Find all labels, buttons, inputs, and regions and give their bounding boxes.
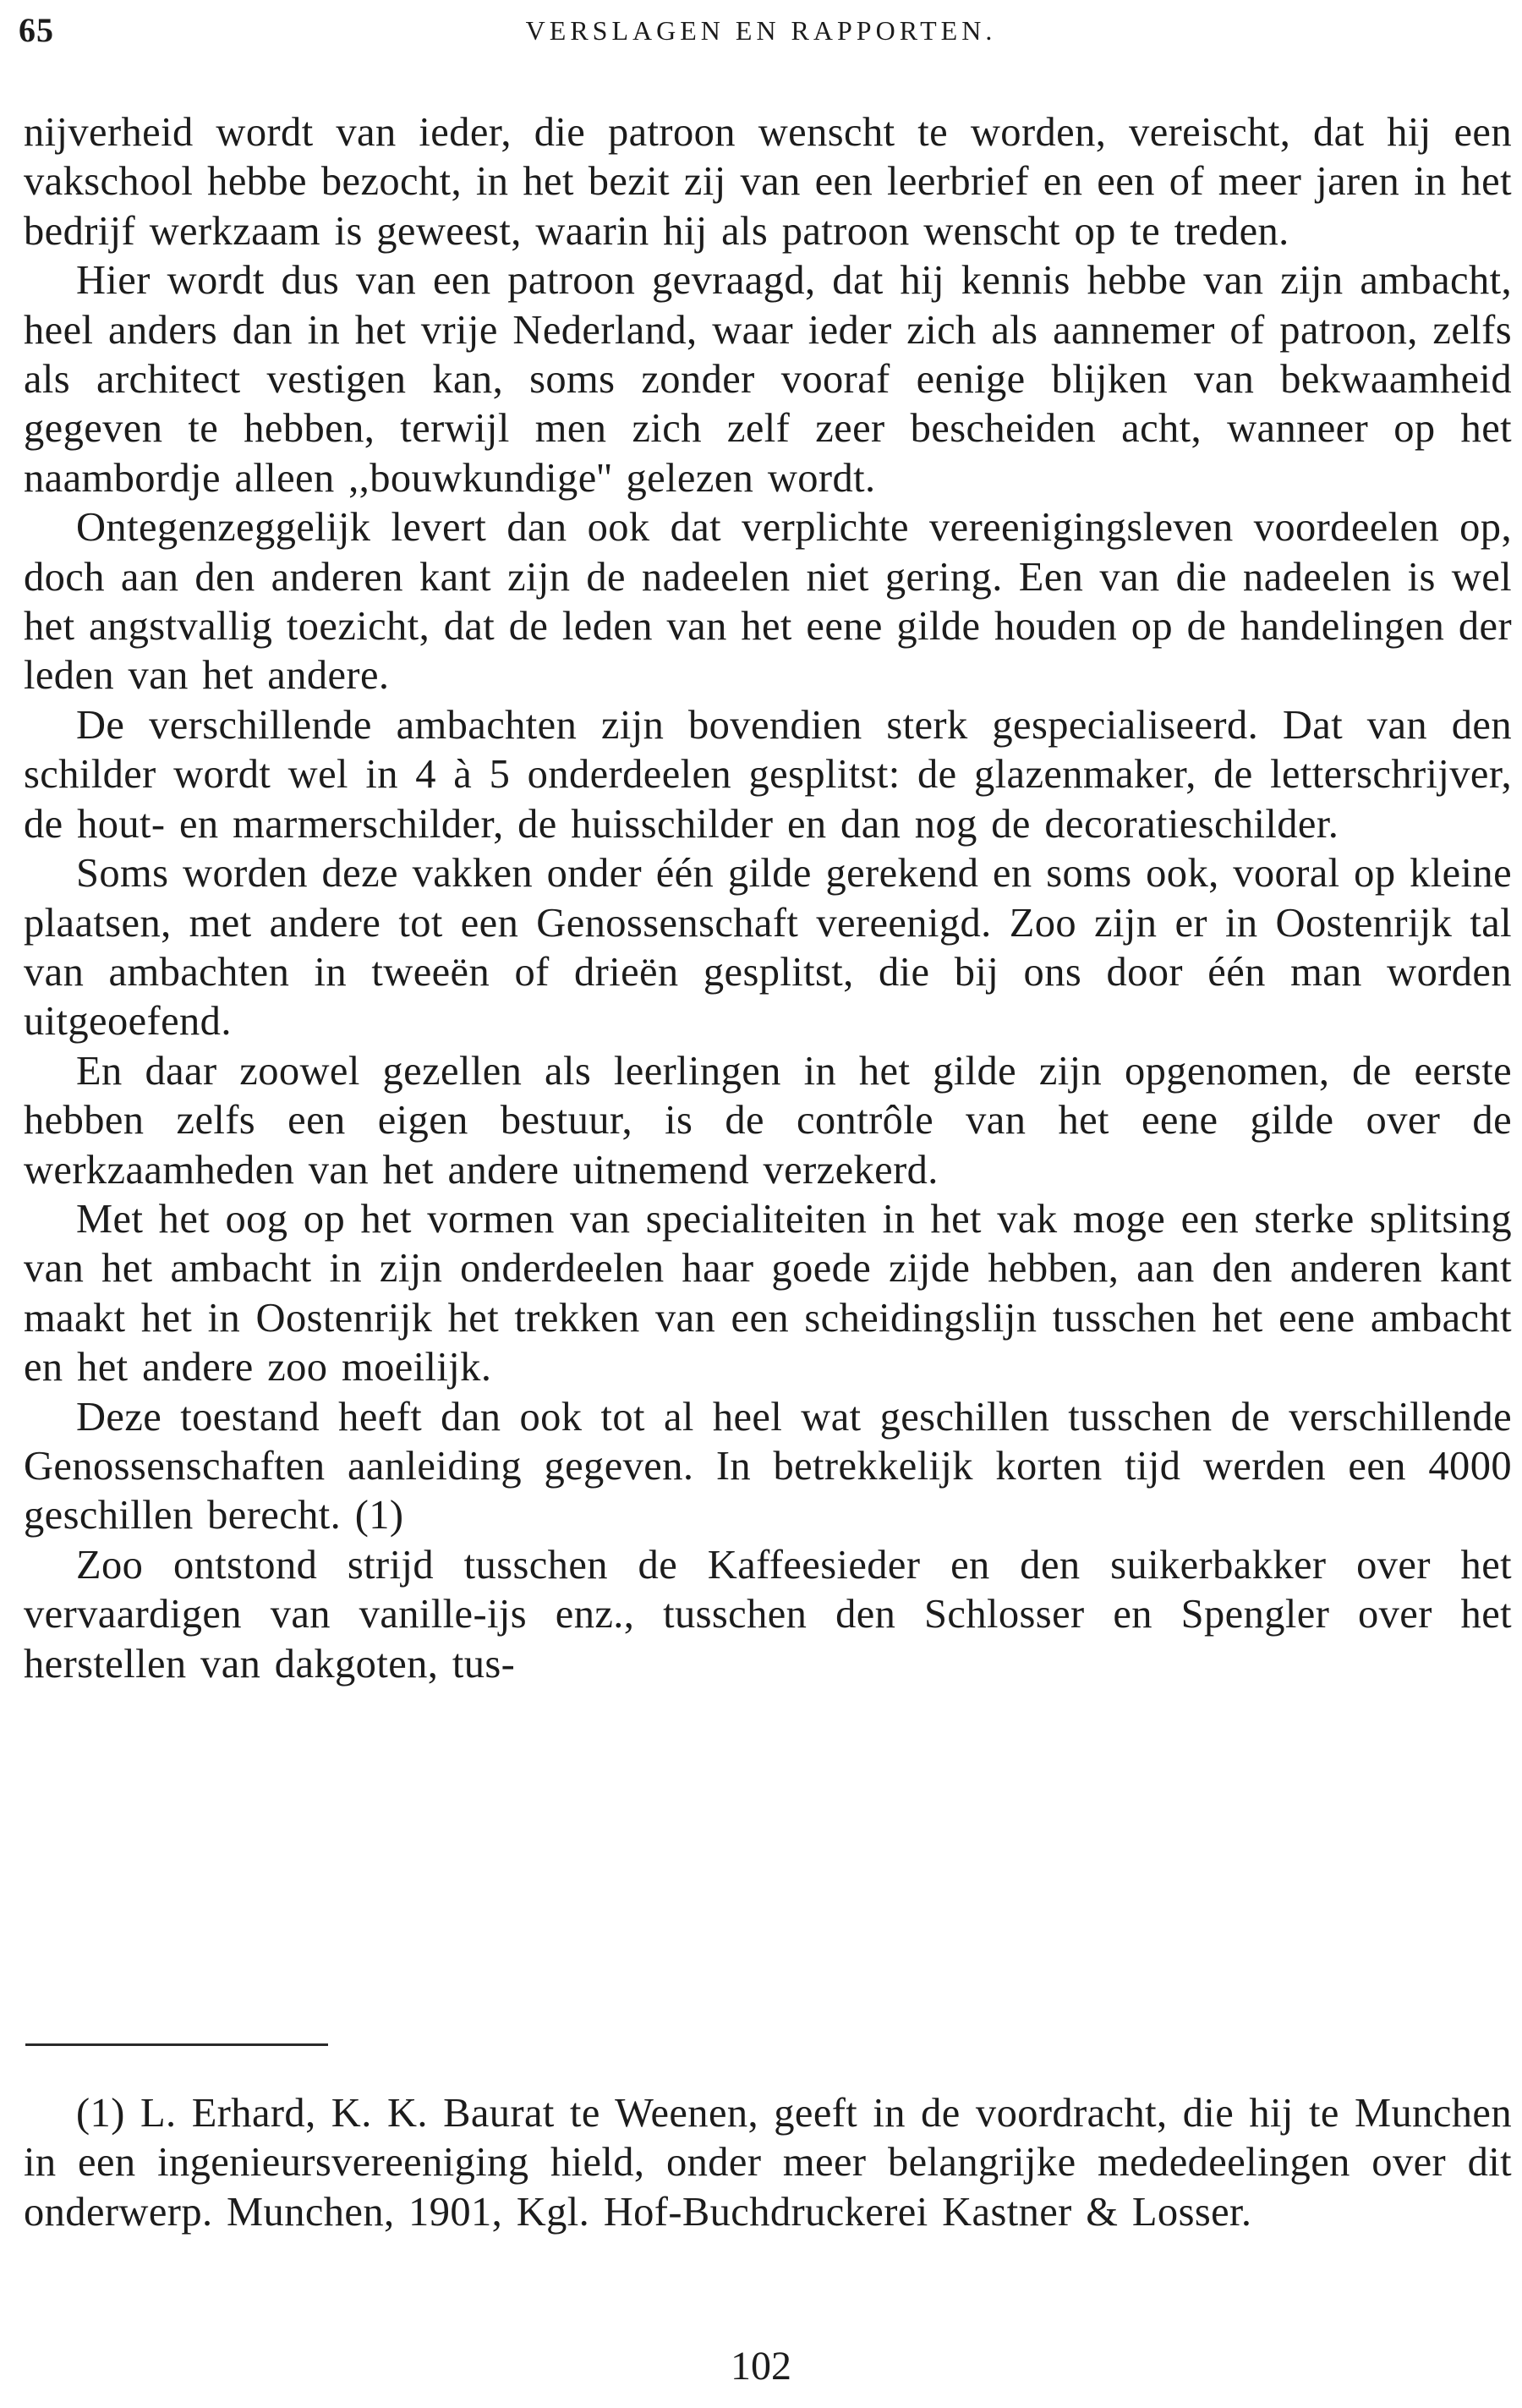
paragraph: Ontegenzeggelijk levert dan ook dat verplichte vereenigingsleven voordeelen op, doch aan den anderen kant zijn de nadeelen niet gering. Een van die nadeelen is wel het angstvallig toezicht, dat de leden van het eene gilde houden op de handelingen der leden van het andere. bbox=[24, 505, 1512, 699]
paragraph: Hier wordt dus van een patroon gevraagd, dat hij kennis hebbe van zijn ambacht, heel anders dan in het vrije Nederland, waar ieder zich als aannemer of patroon, zelfs als architect vestigen kan, soms zonder vooraf eenige blijken van bekwaamheid gegeven te hebben, terwijl men zich zelf zeer bescheiden acht, wanneer op het naambordje alleen ,,bouwkundige'' gelezen wordt. bbox=[24, 258, 1512, 501]
body-text bbox=[24, 108, 1512, 1689]
paragraph: En daar zoowel gezellen als leerlingen in het gilde zijn opgenomen, de eerste hebben zelfs een eigen bestuur, is de contrôle van het eene gilde over de werkzaamheden van het andere uitnemend verzekerd. bbox=[24, 1048, 1512, 1193]
paragraph: De verschillende ambachten zijn bovendien sterk gespecialiseerd. Dat van den schilder wordt wel in 4 à 5 onderdeelen gesplitst: de glazenmaker, de letterschrijver, de hout- en marmerschilder, de huisschilder en dan nog de decoratieschilder. bbox=[24, 702, 1512, 847]
paragraph: Deze toestand heeft dan ook tot al heel wat geschillen tusschen de verschillende Genossenschaften aanleiding gegeven. In betrekkelijk korten tijd werden een 4000 geschillen berecht. (1) bbox=[24, 1394, 1512, 1539]
page-number-top: 65 bbox=[19, 11, 54, 49]
page-header bbox=[19, 10, 1503, 61]
footnote: (1) L. Erhard, K. K. Baurat te Weenen, geeft in de voordracht, die hij te Munchen in een ingenieursvereeniging hield, onder meer belangrijke mededeelingen over dit onderwerp. Munchen, 1901, Kgl. Hof-Buchdruckerei Kastner & Losser. bbox=[24, 2091, 1512, 2235]
paragraph: nijverheid wordt van ieder, die patroon wenscht te worden, vereischt, dat hij een vakschool hebbe bezocht, in het bezit zij van een leerbrief en een of meer jaren in het bedrijf werkzaam is geweest, waarin hij als patroon wenscht op te treden. bbox=[24, 110, 1512, 254]
running-head: VERSLAGEN EN RAPPORTEN. bbox=[525, 15, 997, 46]
paragraph: Met het oog op het vormen van specialiteiten in het vak moge een sterke splitsing van het ambacht in zijn onderdeelen haar goede zijde hebben, aan den anderen kant maakt het in Oostenrijk het trekken van een scheidingslijn tusschen het eene ambacht en het andere zoo moeilijk. bbox=[24, 1196, 1512, 1390]
footnote-divider bbox=[25, 2043, 328, 2046]
paragraph: Soms worden deze vakken onder één gilde gerekend en soms ook, vooral op kleine plaatsen, met andere tot een Genossenschaft vereenigd. Zoo zijn er in Oostenrijk tal van ambachten in tweeën of drieën gesplitst, die bij ons door één man worden uitgeoefend. bbox=[24, 851, 1512, 1045]
page-number-bottom: 102 bbox=[731, 2344, 791, 2389]
paragraph: Zoo ontstond strijd tusschen de Kaffeesieder en den suikerbakker over het vervaardigen van vanille-ijs enz., tusschen den Schlosser en Spengler over het herstellen van dakgoten, tus- bbox=[24, 1542, 1512, 1687]
